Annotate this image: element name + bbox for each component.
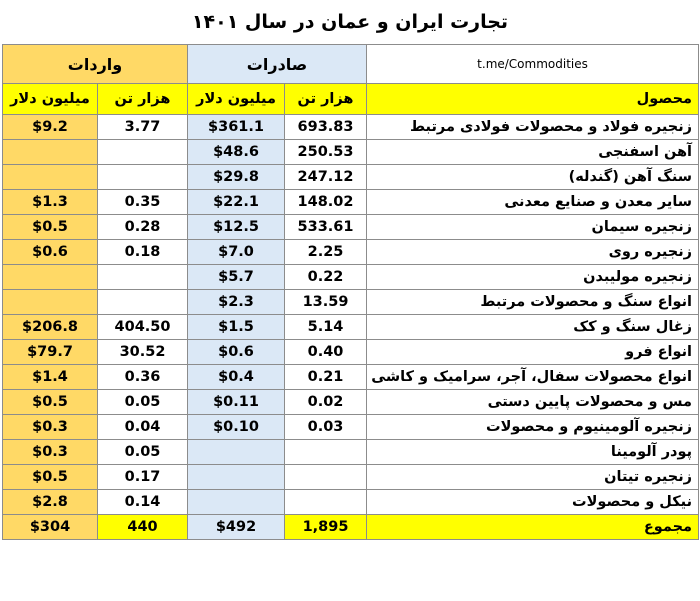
cell-imp-value: $2.8 <box>3 490 98 515</box>
col-header-product: محصول <box>367 84 699 115</box>
table-row <box>3 290 699 315</box>
cell-imp-value: $0.3 <box>3 415 98 440</box>
cell-imp-value: $1.4 <box>3 365 98 390</box>
cell-exp-value: $5.7 <box>188 265 285 290</box>
cell-exp-tons: 5.14 <box>285 315 367 340</box>
table-row <box>3 340 699 365</box>
exports-group-header: صادرات <box>188 45 367 84</box>
cell-product: نیکل و محصولات <box>367 490 699 515</box>
cell-imp-tons: 30.52 <box>98 340 188 365</box>
cell-imp-value <box>3 265 98 290</box>
cell-imp-tons: 0.18 <box>98 240 188 265</box>
trade-table <box>2 44 699 540</box>
cell-imp-tons: 0.05 <box>98 390 188 415</box>
cell-imp-tons: 3.77 <box>98 115 188 140</box>
cell-imp-tons: 0.36 <box>98 365 188 390</box>
cell-exp-tons: 0.40 <box>285 340 367 365</box>
cell-exp-value: $361.1 <box>188 115 285 140</box>
cell-exp-tons: 0.21 <box>285 365 367 390</box>
cell-exp-value: $492 <box>188 515 285 540</box>
table-row <box>3 415 699 440</box>
cell-exp-tons: 693.83 <box>285 115 367 140</box>
cell-product: زغال سنگ و کک <box>367 315 699 340</box>
cell-product: زنجیره سیمان <box>367 215 699 240</box>
cell-imp-tons: 0.14 <box>98 490 188 515</box>
table-row <box>3 315 699 340</box>
cell-exp-tons: 0.02 <box>285 390 367 415</box>
cell-exp-value: $0.6 <box>188 340 285 365</box>
cell-imp-tons: 0.04 <box>98 415 188 440</box>
cell-imp-tons <box>98 140 188 165</box>
cell-imp-tons: 0.17 <box>98 465 188 490</box>
table-row <box>3 165 699 190</box>
cell-product: سایر معدن و صنایع معدنی <box>367 190 699 215</box>
cell-exp-tons: 148.02 <box>285 190 367 215</box>
cell-imp-tons: 440 <box>98 515 188 540</box>
imports-group-header: واردات <box>3 45 188 84</box>
cell-exp-tons: 0.03 <box>285 415 367 440</box>
cell-exp-value: $0.11 <box>188 390 285 415</box>
table-row <box>3 115 699 140</box>
cell-exp-value <box>188 440 285 465</box>
col-header-imp-value: میلیون دلار <box>3 84 98 115</box>
cell-imp-tons: 0.28 <box>98 215 188 240</box>
page-title: تجارت ایران و عمان در سال ۱۴۰۱ <box>191 11 509 33</box>
cell-product: زنجیره فولاد و محصولات فولادی مرتبط <box>367 115 699 140</box>
cell-imp-value <box>3 165 98 190</box>
cell-imp-value: $9.2 <box>3 115 98 140</box>
cell-product: انواع محصولات سفال، آجر، سرامیک و کاشی <box>367 365 699 390</box>
cell-imp-tons: 404.50 <box>98 315 188 340</box>
table-row <box>3 365 699 390</box>
cell-exp-tons: 0.22 <box>285 265 367 290</box>
cell-product: زنجیره تیتان <box>367 465 699 490</box>
cell-imp-value: $1.3 <box>3 190 98 215</box>
source-label: t.me/Commodities <box>367 45 699 84</box>
table-row <box>3 140 699 165</box>
table-row <box>3 240 699 265</box>
cell-exp-tons: 250.53 <box>285 140 367 165</box>
cell-product: مس و محصولات پایین دستی <box>367 390 699 415</box>
col-header-imp-tons: هزار تن <box>98 84 188 115</box>
cell-imp-tons: 0.05 <box>98 440 188 465</box>
cell-product: مجموع <box>367 515 699 540</box>
cell-product: آهن اسفنجی <box>367 140 699 165</box>
cell-exp-tons <box>285 440 367 465</box>
cell-imp-tons: 0.35 <box>98 190 188 215</box>
cell-product: سنگ آهن (گندله) <box>367 165 699 190</box>
cell-exp-value <box>188 465 285 490</box>
group-header-row <box>3 45 699 84</box>
column-header-row <box>3 84 699 115</box>
cell-imp-value: $0.3 <box>3 440 98 465</box>
cell-imp-value <box>3 140 98 165</box>
cell-exp-tons: 533.61 <box>285 215 367 240</box>
cell-imp-tons <box>98 165 188 190</box>
table-row <box>3 215 699 240</box>
table-row <box>3 190 699 215</box>
cell-imp-value: $0.5 <box>3 215 98 240</box>
cell-imp-value: $0.5 <box>3 390 98 415</box>
cell-product: زنجیره مولیبدن <box>367 265 699 290</box>
table-row <box>3 390 699 415</box>
cell-product: زنجیره روی <box>367 240 699 265</box>
cell-imp-value: $0.5 <box>3 465 98 490</box>
cell-exp-value: $48.6 <box>188 140 285 165</box>
cell-product: انواع سنگ و محصولات مرتبط <box>367 290 699 315</box>
cell-exp-tons <box>285 465 367 490</box>
cell-exp-value: $29.8 <box>188 165 285 190</box>
total-row <box>3 515 699 540</box>
col-header-exp-value: میلیون دلار <box>188 84 285 115</box>
cell-exp-value: $12.5 <box>188 215 285 240</box>
table-row <box>3 490 699 515</box>
cell-exp-value <box>188 490 285 515</box>
cell-exp-tons: 1,895 <box>285 515 367 540</box>
cell-exp-value: $1.5 <box>188 315 285 340</box>
cell-exp-value: $7.0 <box>188 240 285 265</box>
cell-exp-tons: 2.25 <box>285 240 367 265</box>
cell-imp-value: $0.6 <box>3 240 98 265</box>
cell-imp-value <box>3 290 98 315</box>
cell-imp-value: $206.8 <box>3 315 98 340</box>
cell-exp-tons <box>285 490 367 515</box>
cell-exp-value: $0.4 <box>188 365 285 390</box>
cell-imp-tons <box>98 265 188 290</box>
table-row <box>3 440 699 465</box>
cell-imp-value: $304 <box>3 515 98 540</box>
table-row <box>3 265 699 290</box>
cell-product: انواع فرو <box>367 340 699 365</box>
cell-exp-tons: 247.12 <box>285 165 367 190</box>
cell-imp-tons <box>98 290 188 315</box>
table-row <box>3 465 699 490</box>
col-header-exp-tons: هزار تن <box>285 84 367 115</box>
cell-exp-value: $0.10 <box>188 415 285 440</box>
cell-exp-tons: 13.59 <box>285 290 367 315</box>
cell-imp-value: $79.7 <box>3 340 98 365</box>
cell-product: زنجیره آلومینیوم و محصولات <box>367 415 699 440</box>
cell-exp-value: $22.1 <box>188 190 285 215</box>
cell-exp-value: $2.3 <box>188 290 285 315</box>
cell-product: پودر آلومینا <box>367 440 699 465</box>
